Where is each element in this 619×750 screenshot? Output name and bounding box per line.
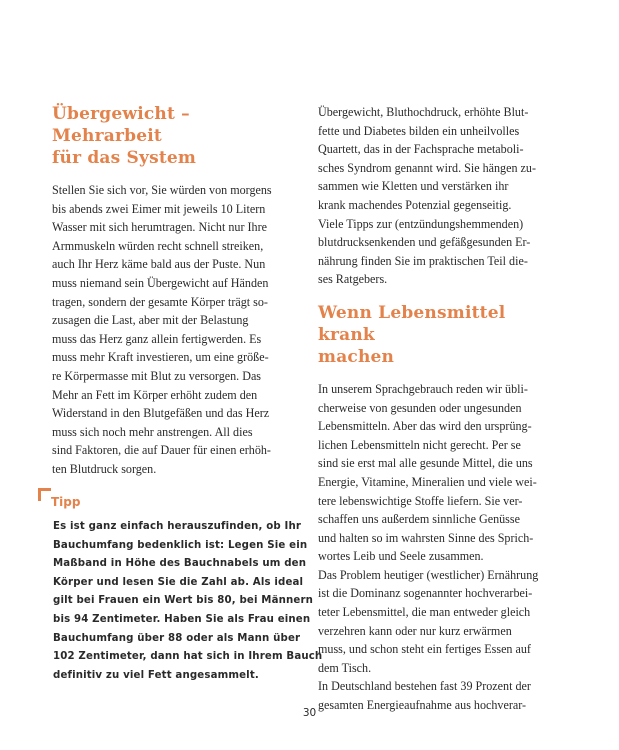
text-line: muss mehr Kraft investieren, um eine größe- xyxy=(52,350,269,365)
text-line: krank machendes Potenzial gegenseitig. xyxy=(318,197,512,212)
left-body-text xyxy=(52,181,290,479)
text-line: schaffen uns außerdem sinnliche Genüsse xyxy=(318,512,520,527)
text-line: sches Syndrom genannt wird. Sie hängen zu- xyxy=(318,160,536,175)
text-line: Widerstand in den Blutgefäßen und das Herz xyxy=(52,406,270,421)
tip-line: Bauchumfang über 88 oder als Mann über xyxy=(53,632,301,644)
tip-body xyxy=(53,518,322,685)
text-line: Das Problem heutiger (westlicher) Ernährung xyxy=(318,567,539,582)
text-line: gesamten Energieaufnahme aus hochverar- xyxy=(318,698,527,713)
text-line: nährung finden Sie im praktischen Teil die- xyxy=(318,253,528,268)
text-line: Armmuskeln würden recht schnell streiken, xyxy=(52,238,264,253)
text-line: sind sie erst mal alle gesunde Mittel, die uns xyxy=(318,456,533,471)
heading-line: Wenn Lebensmittel krank xyxy=(318,302,506,345)
tip-line: 102 Zentimeter, dann hat sich in Ihrem Bauch xyxy=(53,651,323,663)
heading-line: machen xyxy=(318,346,395,367)
text-line: tere lebenswichtige Stoffe liefern. Sie ver- xyxy=(318,493,523,508)
text-line: ist die Dominanz sogenannter hochverarbei- xyxy=(318,586,533,601)
text-line: dem Tisch. xyxy=(318,660,372,675)
text-line: auch Ihr Herz käme bald aus der Puste. Nun xyxy=(52,257,266,272)
text-line: Quartett, das in der Fachsprache metaboli- xyxy=(318,142,524,157)
text-line: In unserem Sprachgebrauch reden wir übli- xyxy=(318,381,528,396)
text-line: Wasser mit sich herumtragen. Nicht nur Ihre xyxy=(52,220,267,235)
text-line: Mehr an Fett im Körper erhöht zudem den xyxy=(52,387,258,402)
text-line: muss niemand sein Übergewicht auf Händen xyxy=(52,275,269,290)
text-line: sammen wie Kletten und verstärken ihr xyxy=(318,179,509,194)
heading-line: für das System xyxy=(52,148,197,168)
tip-line: definitiv zu viel Fett angesammelt. xyxy=(53,669,259,681)
text-line: blutdrucksenkenden und gefäßgesunden Er- xyxy=(318,235,531,250)
text-line: Viele Tipps zur (entzündungshemmenden) xyxy=(318,216,524,231)
text-line: verzehren kann oder nur kurz erwärmen xyxy=(318,623,512,638)
text-line: wortes Leib und Seele zusammen. xyxy=(318,549,484,564)
tip-line: gilt bei Frauen ein Wert bis 80, bei Männern xyxy=(53,595,314,607)
right-body-text xyxy=(318,380,558,715)
text-line: teter Lebensmittel, die man entweder gleich xyxy=(318,605,531,620)
text-line: muss das Herz ganz allein fertigwerden. Es xyxy=(52,331,262,346)
text-line: ses Ratgebers. xyxy=(318,272,388,287)
right-column xyxy=(318,103,558,715)
tip-line: Es ist ganz einfach herauszufinden, ob Ihr xyxy=(53,521,302,532)
text-line: und halten so im wahrsten Sinne des Sprich- xyxy=(318,530,534,545)
section-heading-food xyxy=(318,302,558,368)
corner-bracket-icon xyxy=(38,488,51,501)
text-line: zusagen die Last, aber mit der Belastung xyxy=(52,313,249,328)
text-line: bis abends zwei Eimer mit jeweils 10 Litern xyxy=(52,201,266,216)
tip-line: Körper und lesen Sie die Zahl ab. Als ideal xyxy=(53,576,304,588)
right-intro-text xyxy=(318,103,558,289)
tip-line: Bauchumfang bedenklich ist: Legen Sie ein xyxy=(53,539,308,551)
text-line: sind Faktoren, die auf Dauer für einen erhöh- xyxy=(52,443,271,458)
page-number: 30 xyxy=(302,707,317,719)
heading-line: Übergewicht – Mehrarbeit xyxy=(52,104,190,146)
text-line: Übergewicht, Bluthochdruck, erhöhte Blut- xyxy=(318,105,529,119)
text-line: tragen, sondern der gesamte Körper trägt so- xyxy=(52,294,268,309)
text-line: muss, und schon steht ein fertiges Essen auf xyxy=(318,642,531,657)
text-line: fette und Diabetes bilden ein unheilvolles xyxy=(318,123,520,138)
tip-line: Maßband in Höhe des Bauchnabels um den xyxy=(53,558,307,570)
section-heading-overweight xyxy=(52,103,290,169)
left-column xyxy=(52,103,290,479)
text-line: Energie, Vitamine, Mineralien und viele wei- xyxy=(318,474,537,489)
text-line: lichen Lebensmitteln nicht gerecht. Per se xyxy=(318,437,521,452)
text-line: Stellen Sie sich vor, Sie würden von morgens xyxy=(52,183,272,197)
text-line: re Körpermasse mit Blut zu versorgen. Das xyxy=(52,368,262,383)
text-line: Lebensmitteln. Aber das wird den ursprüng- xyxy=(318,419,532,434)
text-line: cherweise von gesunden oder ungesunden xyxy=(318,400,522,415)
tip-line: bis 94 Zentimeter. Haben Sie als Frau einen xyxy=(53,613,311,625)
tip-label: Tipp xyxy=(51,495,81,509)
text-line: In Deutschland bestehen fast 39 Prozent der xyxy=(318,679,531,694)
text-line: muss sich noch mehr anstrengen. All dies xyxy=(52,424,253,439)
text-line: ten Blutdruck sorgen. xyxy=(52,461,157,476)
